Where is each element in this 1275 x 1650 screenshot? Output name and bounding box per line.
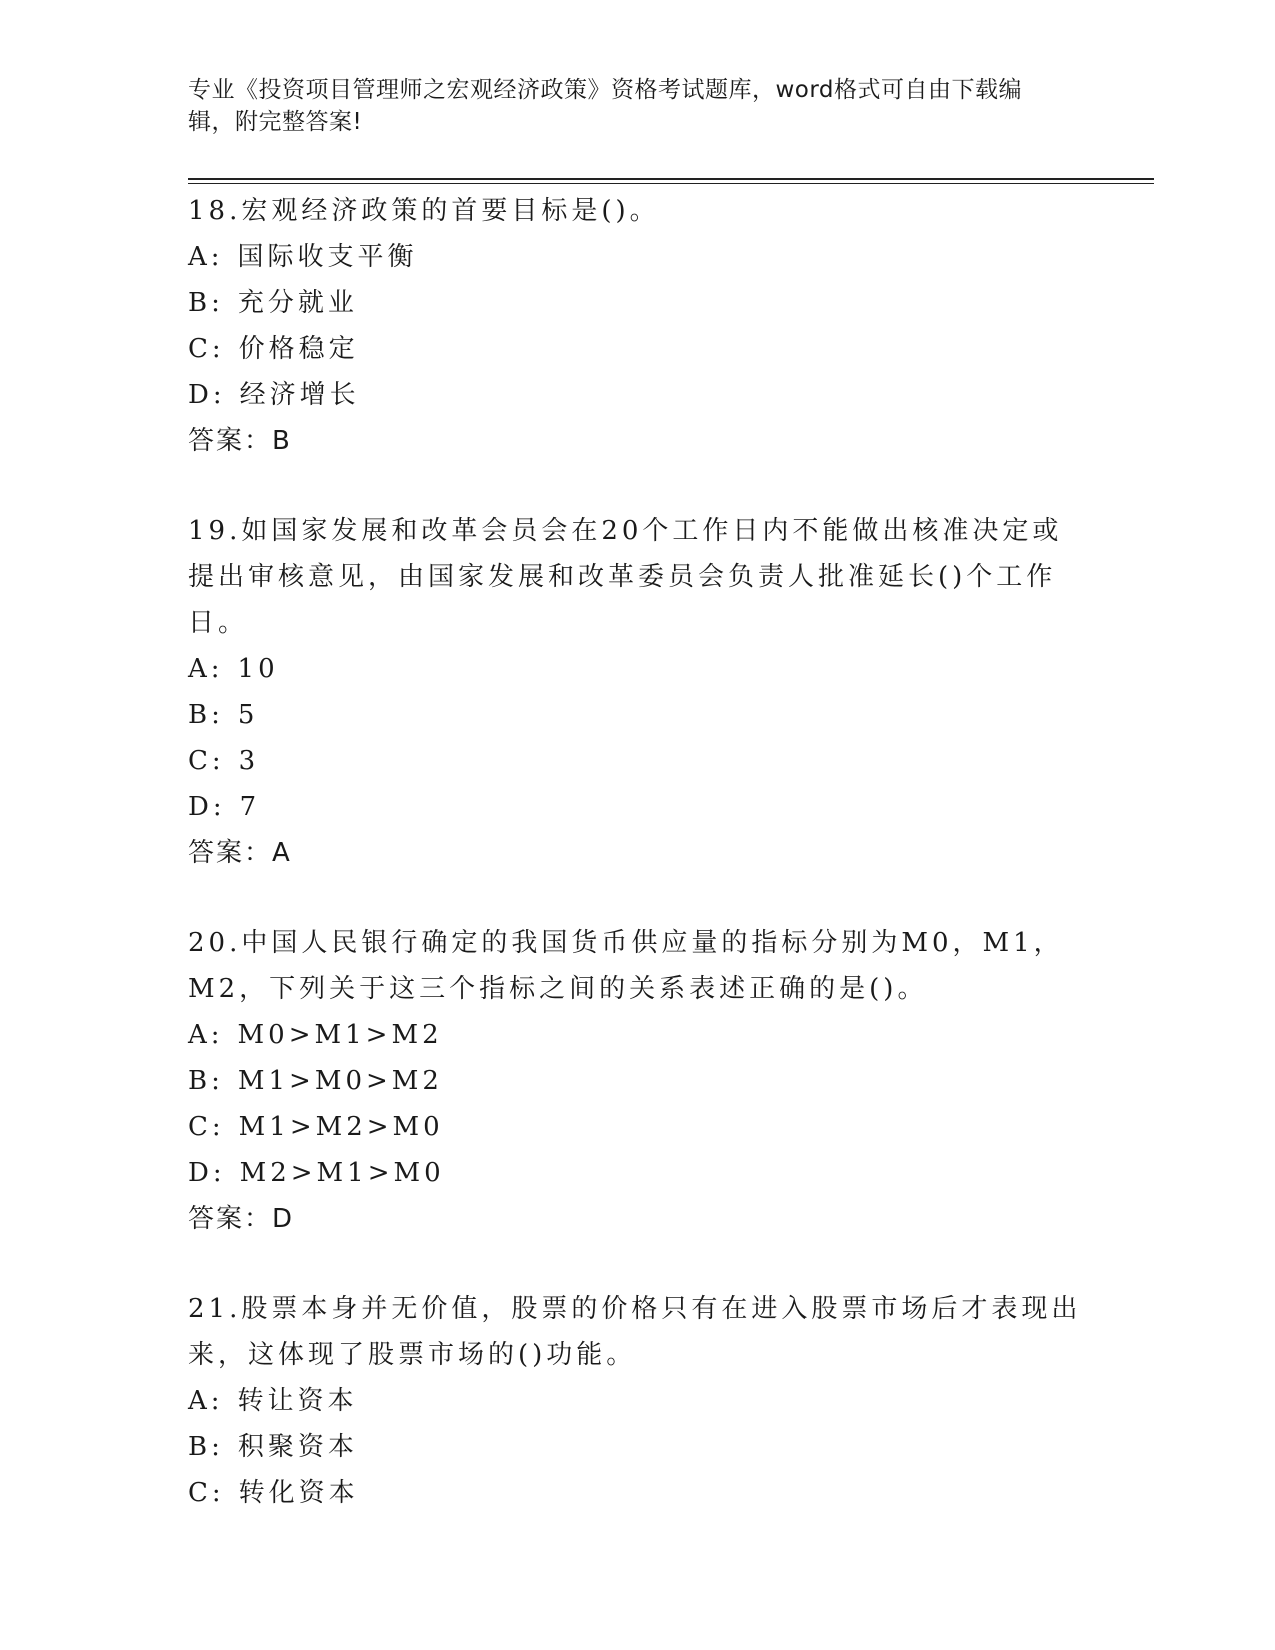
- answer-line: 答案：A: [188, 838, 292, 868]
- option-letter: A:: [188, 1020, 224, 1050]
- option-text: 10: [237, 654, 279, 684]
- question-text: 18.宏观经济政策的首要目标是()。: [188, 196, 660, 226]
- option-letter: C:: [188, 1112, 225, 1142]
- answer-line: 答案：D: [188, 1204, 295, 1234]
- header-line-2: 辑，附完整答案!: [188, 109, 363, 135]
- question-20: [188, 920, 1088, 1242]
- option-text: 国际收支平衡: [237, 242, 418, 272]
- option-text: 充分就业: [237, 288, 358, 318]
- option-letter: A:: [188, 1386, 224, 1416]
- option-d: [188, 784, 1088, 830]
- option-text: 经济增长: [239, 380, 360, 410]
- option-letter: C:: [188, 746, 225, 776]
- header-rule-thin: [188, 183, 1154, 184]
- option-letter: A:: [188, 654, 224, 684]
- question-18: [188, 188, 1088, 464]
- option-c: [188, 1470, 1088, 1516]
- option-letter: B:: [188, 1066, 224, 1096]
- option-a: [188, 646, 1088, 692]
- question-list: [188, 188, 1088, 1560]
- header-rule-thick: [188, 178, 1154, 180]
- question-text: 19.如国家发展和改革会员会在20个工作日内不能做出核准决定或提出审核意见，由国家发展和改革委员会负责人批准延长()个工作日。: [188, 516, 1063, 638]
- option-letter: B:: [188, 288, 224, 318]
- option-text: 价格稳定: [238, 334, 359, 364]
- option-c: [188, 738, 1088, 784]
- option-a: [188, 1012, 1088, 1058]
- option-text: M2>M1>M0: [239, 1158, 445, 1188]
- option-letter: A:: [188, 242, 224, 272]
- option-text: 积聚资本: [237, 1432, 358, 1462]
- option-letter: C:: [188, 334, 225, 364]
- option-text: 转化资本: [238, 1478, 359, 1508]
- option-c: [188, 1104, 1088, 1150]
- option-b: [188, 692, 1088, 738]
- question-text: 21.股票本身并无价值，股票的价格只有在进入股票市场后才表现出来，这体现了股票市场的()功能。: [188, 1294, 1082, 1370]
- option-text: M0>M1>M2: [237, 1020, 443, 1050]
- question-21: [188, 1286, 1088, 1516]
- option-a: [188, 1378, 1088, 1424]
- option-letter: D:: [188, 1158, 226, 1188]
- option-letter: D:: [188, 380, 226, 410]
- option-d: [188, 1150, 1088, 1196]
- option-text: 7: [239, 792, 261, 822]
- answer-line: 答案：B: [188, 426, 292, 456]
- option-b: [188, 280, 1088, 326]
- option-d: [188, 372, 1088, 418]
- option-text: M1>M0>M2: [237, 1066, 443, 1096]
- option-letter: D:: [188, 792, 226, 822]
- option-text: 5: [237, 700, 259, 730]
- option-b: [188, 1058, 1088, 1104]
- question-text: 20.中国人民银行确定的我国货币供应量的指标分别为M0，M1，M2，下列关于这三个指标之间的关系表述正确的是()。: [188, 928, 1064, 1004]
- option-a: [188, 234, 1088, 280]
- option-text: 3: [238, 746, 260, 776]
- question-19: [188, 508, 1088, 876]
- option-text: 转让资本: [237, 1386, 358, 1416]
- option-text: M1>M2>M0: [238, 1112, 444, 1142]
- option-letter: B:: [188, 1432, 224, 1462]
- option-c: [188, 326, 1088, 372]
- option-letter: B:: [188, 700, 224, 730]
- option-letter: C:: [188, 1478, 225, 1508]
- header-line-1: 专业《投资项目管理师之宏观经济政策》资格考试题库，word格式可自由下载编: [188, 77, 1023, 103]
- document-header: [188, 74, 1078, 138]
- option-b: [188, 1424, 1088, 1470]
